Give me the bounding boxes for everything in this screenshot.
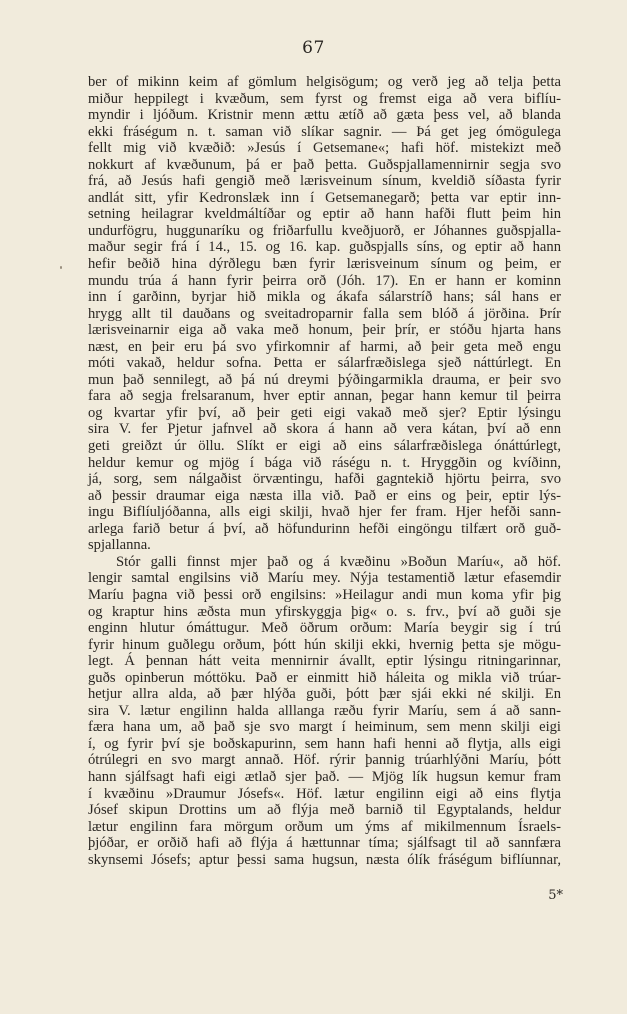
- signature-mark: 5*: [548, 888, 563, 903]
- text-line: Jósef skipun Drottins um að flýja með barnið til Egyptalands, heldur: [88, 802, 561, 819]
- text-line: legt. Á þennan hátt veita mennirnir ávallt, eptir lýsingu ritningarinnar,: [88, 653, 561, 670]
- text-line: sira V. fer Pjetur jafnvel að skora á hann að vera kátan, því að enn: [88, 421, 561, 438]
- text-line: sira V. lætur engilinn halda alllanga ræðu fyrir Maríu, sem á að sann-: [88, 702, 561, 719]
- text-line: hefir beðið hina dýrðlegu bæn fyrir lærisveinum sínum og þeim, er: [88, 256, 561, 273]
- text-line: inn í garðinn, byrjar hið mikla og ákafa sálarstríð hans; sál hans er: [88, 289, 561, 306]
- text-line: lætur engilinn fara mörgum orðum um ýms af mikilmennum Ísraels-: [88, 818, 561, 835]
- text-line: að þessir draumar eiga næsta illa við. Það er eins og þeir, eptir lýs-: [88, 487, 561, 504]
- text-line: arlega farið betur á því, að höfundurinn hefði eingöngu tilfært orð guð-: [88, 520, 561, 537]
- text-line: lengir samtal engilsins við Maríu mey. Nýja testamentið lætur efasemdir: [88, 570, 561, 587]
- text-line: miður heppilegt i kvæðum, sem fyrst og fremst eiga að vera biflíu-: [88, 90, 561, 107]
- text-line: maður segir frá í 14., 15. og 16. kap. guðspjalls síns, og eptir að hann: [88, 239, 561, 256]
- text-line: setning heilagrar kveldmáltíðar og eptir að hann hafði flutt þeim hin: [88, 206, 561, 223]
- text-line: nokkurt af kvæðunum, þá er það þetta. Guðspjallamennirnir segja svo: [88, 156, 561, 173]
- text-line: enginn hlutur ómáttugur. Með öðrum orðum: María beygir sig í trú: [88, 620, 561, 637]
- text-line: móti vakað, heldur sofna. Þetta er sálarfræðislega sjeð náttúrlegt. En: [88, 355, 561, 372]
- text-line: frá, að Jesús hafi gengið með lærisveinum sínum, kveldið síðasta fyrir: [88, 173, 561, 190]
- text-line: ingu Biflíuljóðanna, alls eigi skilji, hvað hjer fer fram. Hjer hefði sann-: [88, 504, 561, 521]
- text-line: hrygg allt til dauðans og sveitadroparnir falla sem blóð á jörðina. Þrír: [88, 305, 561, 322]
- margin-mark: [60, 266, 62, 269]
- text-line: heldur kemur og mjög í bága við ráségu n. t. Hryggðin og kvíðinn,: [88, 454, 561, 471]
- text-line: næst, en þeir eru þá svo yfirkomnir af harmi, að þeir geta með engu: [88, 338, 561, 355]
- text-line: Stór galli finnst mjer það og á kvæðinu »Boðun Maríu«, að höf.: [116, 553, 561, 570]
- text-line: ótrúlegri en svo margt annað. Höf. rýrir þannig trúarhlýðni Maríu, þótt: [88, 752, 561, 769]
- page-number: 67: [302, 38, 325, 58]
- text-line: geti greiðzt úr öllu. Slíkt er eigi að eins sálarfræðislega ónáttúrlegt,: [88, 438, 561, 455]
- text-line: færa hana um, að það sje svo margt í heiminum, sem menn skilji eigi: [88, 719, 561, 736]
- text-line: mundu trúa á hann fyrir þeirra orð (Jóh. 17). En er hann er kominn: [88, 272, 561, 289]
- text-line: og kvartar yfir því, að þeir geti eigi vakað með sjer? Eptir lýsingu: [88, 404, 561, 421]
- text-line: og kraptur hins æðsta mun yfirskyggja þig« o. s. frv., því að guði sje: [88, 603, 561, 620]
- text-line: já, sorg, sem nálgaðist örvæntingu, hafði gagntekið hjörtu þeirra, svo: [88, 471, 561, 488]
- text-line: ber of mikinn keim af gömlum helgisögum; og verð jeg að telja þetta: [88, 74, 561, 90]
- text-line: fyrir hinum guðlegu orðum, þótt hún skilji ekki, hvernig þetta sje mögu-: [88, 636, 561, 653]
- text-line: fellt mig við kvæðið: »Jesús í Getsemane«; hafi höf. mistekizt með: [88, 140, 561, 157]
- text-line: spjallanna.: [88, 537, 151, 554]
- text-line: skynsemi Jósefs; aptur þessi sama hugsun, næsta ólík fráségum biflíunnar,: [88, 851, 561, 868]
- text-line: ekki fráségum n. t. saman við slíkar sagnir. — Þá get jeg ómögulega: [88, 123, 561, 140]
- text-line: í kvæðinu »Draumur Jósefs«. Höf. lætur engilinn eigi að eins flytja: [88, 785, 561, 802]
- text-line: lærisveinarnir eiga að vaka með honum, þeir þrír, er stóðu hjarta hans: [88, 322, 561, 339]
- text-line: myndir i ljóðum. Kristnir menn ættu ætíð að gæta þess vel, að blanda: [88, 107, 561, 124]
- text-line: Maríu þagna við þessi orð engilsins: »Heilagur andi mun koma yfir þig: [88, 586, 561, 603]
- text-line: andlát sitt, yfir Kedronslæk inn í Getsemanegarð; þetta var eptir inn-: [88, 189, 561, 206]
- text-line: guðs opinberun móttöku. Það er einmitt hið háleita og mikla við trúar-: [88, 669, 561, 686]
- text-line: í, og fyrir því sje boðskapurinn, sem hann hafi henni að flytja, alls eigi: [88, 735, 561, 752]
- text-line: hann sjálfsagt hafi eigi ætlað sjer það. — Mjög lík hugsun kemur fram: [88, 768, 561, 785]
- text-line: fara að segja frelsaranum, hver eptir annan, þegar hann kemur til þeirra: [88, 388, 561, 405]
- text-line: hetjur allra alda, að þær hlýða guði, þótt þær sjái ekki né skilji. En: [88, 686, 561, 703]
- text-line: undurfögru, huggunaríku og friðarfullu kveðjuorð, er Jóhannes guðspjalla-: [88, 222, 561, 239]
- text-line: þjóðar, er orðið hafi að flýja á hættunnar tíma; sjálfsagt til að sannfæra: [88, 835, 561, 852]
- body-text: [88, 74, 561, 868]
- text-line: mun það sennilegt, að þá nú dreymi þýðingarmikla drauma, er þeir svo: [88, 371, 561, 388]
